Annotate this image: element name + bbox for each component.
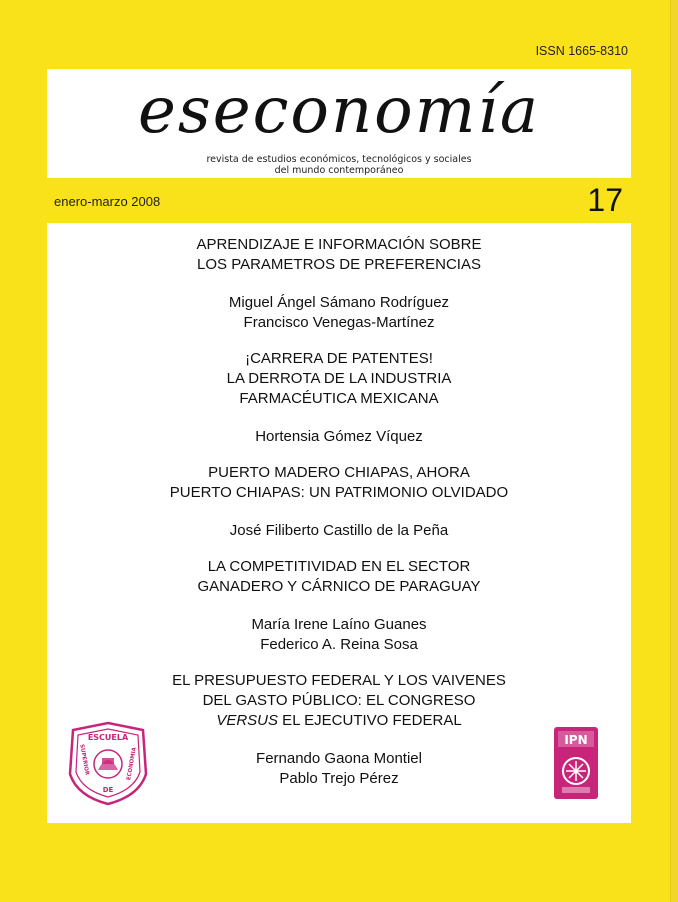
article-authors	[47, 521, 631, 541]
article-authors	[47, 293, 631, 333]
issue-date: enero-marzo 2008	[54, 194, 161, 209]
author: Hortensia Gómez Víquez	[255, 428, 423, 445]
issue-number: 17	[587, 182, 623, 218]
title-line: EL PRESUPUESTO FEDERAL Y LOS VAIVENES	[172, 672, 506, 689]
article	[47, 349, 631, 447]
title-line: FARMACÉUTICA MEXICANA	[239, 390, 439, 407]
title-line: LA COMPETITIVIDAD EN EL SECTOR	[207, 558, 471, 575]
title-emphasis: VERSUS	[216, 712, 279, 729]
seal-text-top: ESCUELA	[87, 733, 129, 742]
magazine-title: eseconomía	[137, 74, 541, 148]
subtitle-line: revista de estudios económicos, tecnológicos y sociales	[206, 154, 472, 165]
title-line: LA DERROTA DE LA INDUSTRIA	[226, 370, 452, 387]
article	[47, 557, 631, 655]
title-line: GANADERO Y CÁRNICO DE PARAGUAY	[197, 578, 481, 595]
magazine-subtitle	[47, 154, 631, 176]
author: Francisco Venegas-Martínez	[243, 314, 435, 331]
article-authors	[47, 615, 631, 655]
title-line: ¡CARRERA DE PATENTES!	[245, 350, 433, 367]
school-seal-logo	[67, 720, 149, 806]
author: Miguel Ángel Sámano Rodríguez	[228, 294, 450, 311]
title-line: PUERTO CHIAPAS: UN PATRIMONIO OLVIDADO	[169, 484, 509, 501]
seal-text-right: ECONOMIA	[126, 746, 138, 781]
author: María Irene Laíno Guanes	[251, 616, 427, 633]
subtitle-line: del mundo contemporáneo	[274, 165, 404, 176]
contents-panel	[47, 223, 631, 823]
author: Federico A. Reina Sosa	[260, 636, 418, 653]
title-line-rest: EL EJECUTIVO FEDERAL	[278, 712, 462, 729]
title-line: APRENDIZAJE E INFORMACIÓN SOBRE	[196, 236, 482, 253]
article-title	[47, 349, 631, 409]
title-panel	[47, 69, 631, 178]
seal-text-left: SUPERIOR	[78, 743, 90, 776]
title-line: PUERTO MADERO CHIAPAS, AHORA	[208, 464, 470, 481]
title-line: DEL GASTO PÚBLICO: EL CONGRESO	[202, 692, 476, 709]
article-title	[47, 235, 631, 275]
author: Fernando Gaona Montiel	[256, 750, 422, 767]
title-line: LOS PARAMETROS DE PREFERENCIAS	[197, 256, 481, 273]
article-title	[47, 463, 631, 503]
seal-text-bottom: DE	[102, 786, 114, 794]
author: Pablo Trejo Pérez	[279, 770, 399, 787]
ipn-seal-text: IPN	[564, 733, 588, 747]
page-edge	[670, 0, 678, 902]
issn: ISSN 1665-8310	[535, 44, 628, 58]
article-authors	[47, 427, 631, 447]
article	[47, 235, 631, 333]
ipn-seal-logo	[552, 723, 600, 803]
article-title	[47, 557, 631, 597]
author: José Filiberto Castillo de la Peña	[229, 522, 449, 539]
article	[47, 463, 631, 541]
